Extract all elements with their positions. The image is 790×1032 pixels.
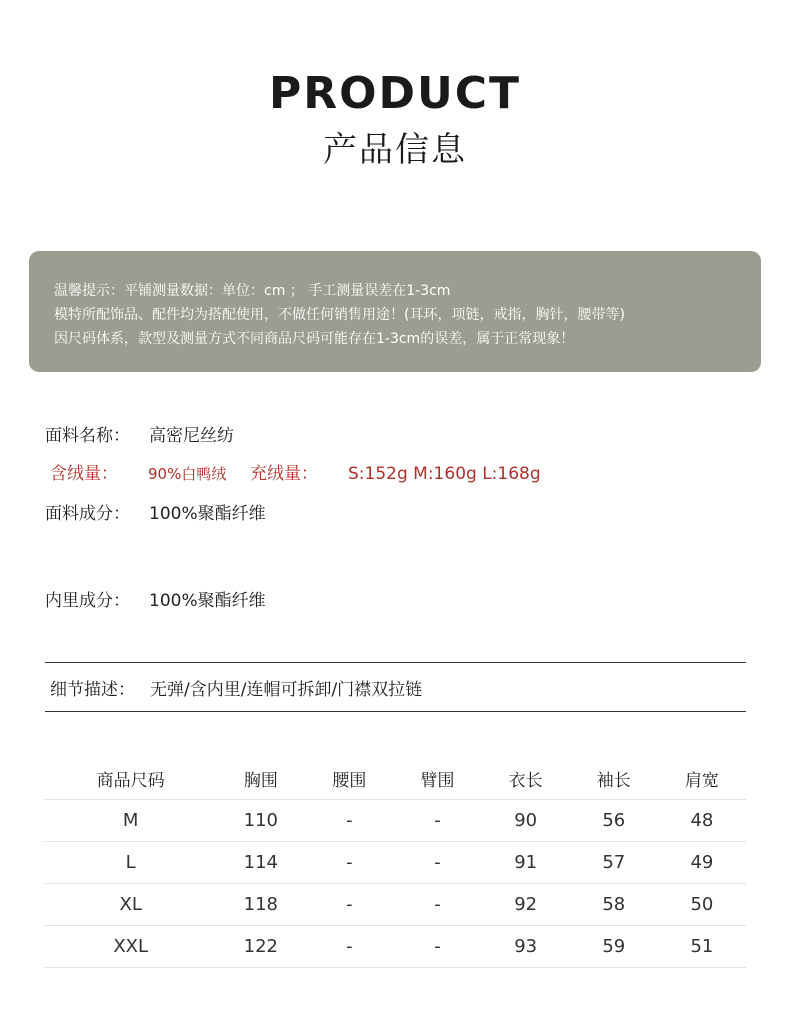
fabric-name-row [45, 421, 234, 446]
down-content-label: 含绒量： [50, 464, 118, 484]
header-cell: 肩宽 [658, 757, 746, 800]
fabric-composition-row [45, 499, 266, 524]
divider-top [45, 662, 746, 663]
down-fill-value: S:152g M:160g L:168g [348, 464, 541, 484]
notice-line: 模特所配饰品、配件均为搭配使用，不做任何销售用途！(耳环，项链，戒指，胸针，腰带等) [54, 307, 625, 323]
table-cell: 114 [216, 842, 305, 884]
table-cell: - [393, 884, 481, 926]
notice-line: 因尺码体系，款型及测量方式不同商品尺码可能存在1-3cm的误差，属于正常现象！ [54, 331, 575, 347]
table-cell: 58 [570, 884, 658, 926]
header-cell: 臂围 [393, 757, 481, 800]
table-cell: 90 [482, 800, 570, 842]
table-cell: 59 [570, 926, 658, 968]
size-table-header [45, 757, 746, 800]
fabric-composition-label: 面料成分： [45, 504, 130, 524]
divider-bottom [45, 711, 746, 712]
detail-row [50, 675, 422, 700]
header-cell: 商品尺码 [45, 757, 216, 800]
table-cell: 49 [658, 842, 746, 884]
table-cell: 110 [216, 800, 305, 842]
notice-box [29, 251, 761, 372]
table-cell: 92 [482, 884, 570, 926]
table-row [45, 842, 746, 884]
header-cell: 腰围 [305, 757, 393, 800]
fabric-composition-value: 100%聚酯纤维 [149, 504, 266, 524]
table-cell: 91 [482, 842, 570, 884]
detail-value: 无弹/含内里/连帽可拆卸/门襟双拉链 [150, 680, 423, 700]
table-cell: - [305, 884, 393, 926]
table-cell: M [45, 800, 216, 842]
header-cell: 袖长 [570, 757, 658, 800]
table-cell: 122 [216, 926, 305, 968]
table-row [45, 884, 746, 926]
fabric-name-value: 高密尼丝纺 [149, 426, 234, 446]
table-row [45, 800, 746, 842]
lining-composition-value: 100%聚酯纤维 [149, 591, 266, 611]
table-cell: 48 [658, 800, 746, 842]
size-table [45, 757, 746, 968]
table-cell: - [393, 800, 481, 842]
table-cell: - [305, 926, 393, 968]
lining-composition-row [45, 586, 266, 611]
table-cell: 93 [482, 926, 570, 968]
detail-label: 细节描述： [50, 680, 135, 700]
table-cell: - [393, 926, 481, 968]
table-cell: - [305, 842, 393, 884]
down-fill-label: 充绒量： [250, 464, 318, 484]
fabric-name-label: 面料名称： [45, 426, 130, 446]
table-cell: 118 [216, 884, 305, 926]
table-row [45, 926, 746, 968]
table-cell: XL [45, 884, 216, 926]
table-cell: 50 [658, 884, 746, 926]
table-cell: - [393, 842, 481, 884]
table-cell: 56 [570, 800, 658, 842]
down-row [45, 459, 541, 484]
table-cell: - [305, 800, 393, 842]
table-cell: 57 [570, 842, 658, 884]
notice-line: 温馨提示：平铺测量数据：单位：cm ； 手工测量误差在1-3cm [54, 283, 451, 299]
page-title-cn: 产品信息 [323, 130, 467, 170]
header-cell: 胸围 [216, 757, 305, 800]
table-cell: 51 [658, 926, 746, 968]
lining-composition-label: 内里成分： [45, 591, 130, 611]
down-content-value: 90%白鸭绒 [148, 465, 227, 483]
page-title-en: PRODUCT [268, 68, 522, 119]
table-cell: L [45, 842, 216, 884]
table-cell: XXL [45, 926, 216, 968]
header-cell: 衣长 [482, 757, 570, 800]
